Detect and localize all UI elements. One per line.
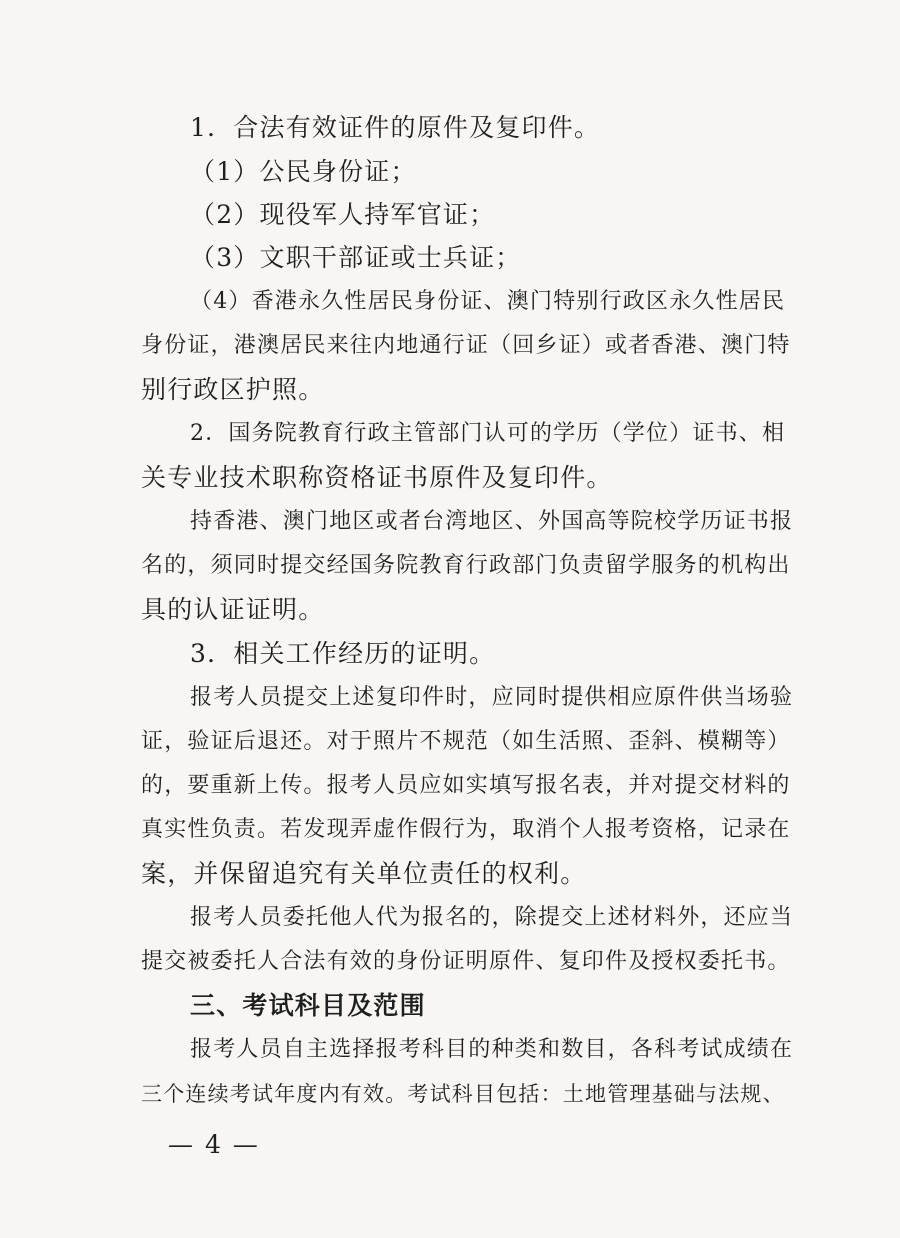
- text-line: 三个连续考试年度内有效。考试科目包括：土地管理基础与法规、: [141, 1082, 785, 1106]
- text-line: 3．相关工作经历的证明。: [190, 639, 496, 668]
- text-line: 报考人员委托他人代为报名的，除提交上述材料外，还应当: [190, 905, 794, 930]
- text-line: 1．合法有效证件的原件及复印件。: [190, 113, 601, 142]
- text-line: 具的认证证明。: [141, 595, 325, 624]
- text-line: （3）文职干部证或士兵证；: [190, 243, 522, 272]
- text-line: 身份证，港澳居民来往内地通行证（回乡证）或者香港、澳门特: [141, 333, 791, 358]
- text-line: 案，并保留追究有关单位责任的权利。: [141, 859, 587, 888]
- text-line: 名的，须同时提交经国务院教育行政部门负责留学服务的机构出: [141, 553, 791, 578]
- text-line: 报考人员提交上述复印件时，应同时提供相应原件供当场验: [190, 685, 794, 710]
- text-line: 持香港、澳门地区或者台湾地区、外国高等院校学历证书报: [190, 509, 794, 534]
- text-line: （4）香港永久性居民身份证、澳门特别行政区永久性居民: [190, 289, 786, 314]
- text-line: 别行政区护照。: [141, 375, 325, 404]
- text-line: （2）现役军人持军官证；: [190, 200, 496, 229]
- text-line: 真实性负责。若发现弄虚作假行为，取消个人报考资格，记录在: [141, 817, 791, 842]
- text-line: 证，验证后退还。对于照片不规范（如生活照、歪斜、模糊等）: [141, 729, 791, 754]
- text-line: 关专业技术职称资格证书原件及复印件。: [141, 463, 613, 492]
- page-number: — 4 —: [168, 1130, 260, 1159]
- text-line: 报考人员自主选择报考科目的种类和数目，各科考试成绩在: [190, 1037, 794, 1062]
- text-line: 的，要重新上传。报考人员应如实填写报名表，并对提交材料的: [141, 773, 791, 798]
- section-heading: 三、考试科目及范围: [190, 991, 426, 1020]
- text-line: 2．国务院教育行政主管部门认可的学历（学位）证书、相: [190, 421, 786, 446]
- text-line: 提交被委托人合法有效的身份证明原件、复印件及授权委托书。: [141, 949, 791, 974]
- text-line: （1）公民身份证；: [190, 157, 417, 186]
